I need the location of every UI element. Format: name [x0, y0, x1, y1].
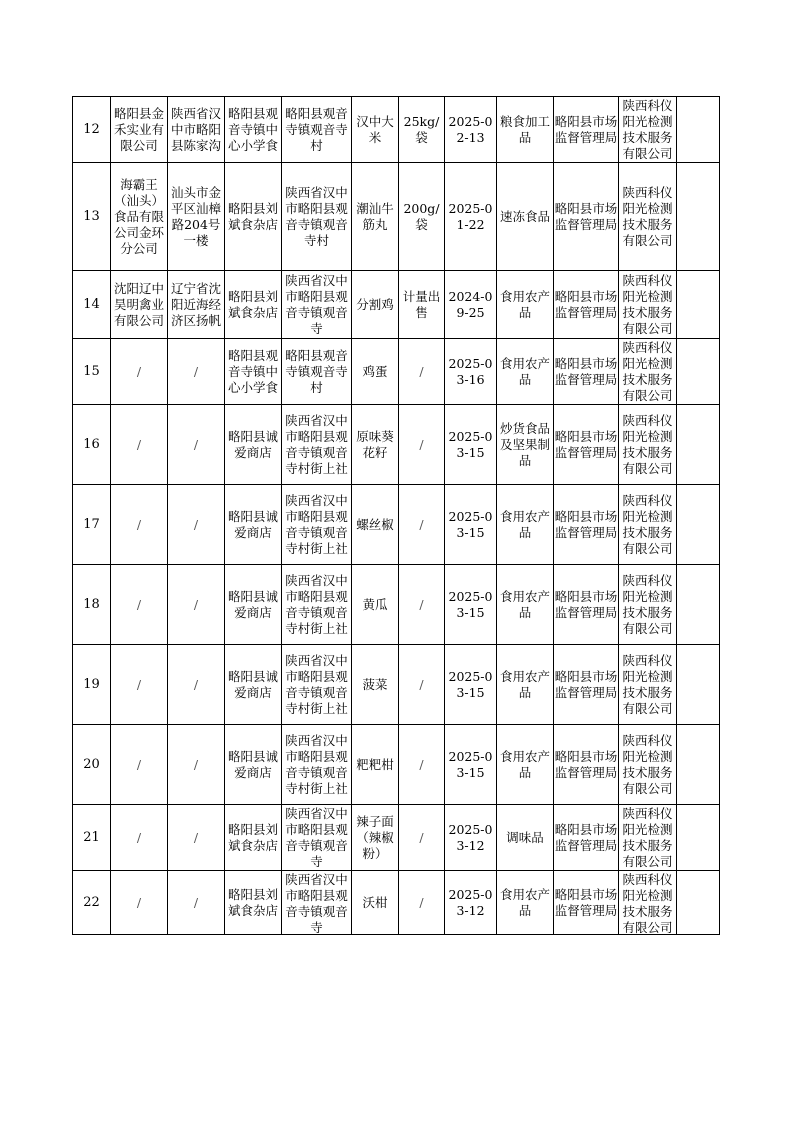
seller-name: 略阳县观音寺镇中心小学食	[227, 347, 278, 395]
product-spec: /	[419, 676, 424, 692]
producer-address: /	[193, 894, 199, 910]
product-spec: /	[419, 829, 424, 845]
row-number: 16	[83, 436, 100, 452]
producer-address: /	[193, 436, 199, 452]
row-number-cell	[73, 871, 111, 935]
seller-address-cell	[282, 163, 352, 271]
food-category: 食用农产品	[499, 355, 550, 387]
testing-agency: 陕西科仪阳光检测技术服务有限公司	[622, 97, 673, 161]
product-name: 沃柑	[362, 894, 388, 910]
supervising-authority-cell	[554, 339, 619, 405]
production-date: 2025-03-16	[448, 355, 493, 387]
producer-address-cell	[168, 871, 225, 935]
producer-name: 海霸王（汕头）食品有限公司金环分公司	[113, 176, 164, 256]
producer-name-cell	[111, 271, 168, 339]
testing-agency-cell	[619, 339, 677, 405]
food-category-cell	[497, 163, 554, 271]
table-row	[73, 405, 720, 485]
seller-address: 略阳县观音寺镇观音寺村	[285, 347, 348, 395]
row-number-cell	[73, 645, 111, 725]
product-spec-cell	[399, 871, 445, 935]
seller-name: 略阳县刘斌食杂店	[227, 200, 278, 232]
producer-address: /	[193, 516, 199, 532]
production-date: 2025-02-13	[448, 113, 493, 145]
supervising-authority-cell	[554, 485, 619, 565]
food-category: 食用农产品	[499, 588, 550, 620]
extra-cell-cell	[677, 97, 720, 163]
producer-address: /	[193, 363, 199, 379]
production-date-cell	[445, 97, 497, 163]
producer-address-cell	[168, 645, 225, 725]
row-number: 22	[83, 894, 100, 910]
product-name-cell	[352, 163, 399, 271]
seller-name: 略阳县诚爱商店	[227, 748, 278, 780]
supervising-authority-cell	[554, 271, 619, 339]
production-date-cell	[445, 271, 497, 339]
seller-name-cell	[225, 271, 282, 339]
row-number-cell	[73, 271, 111, 339]
table-row	[73, 565, 720, 645]
production-date-cell	[445, 485, 497, 565]
food-category: 速冻食品	[499, 208, 550, 224]
seller-address-cell	[282, 871, 352, 935]
seller-name-cell	[225, 645, 282, 725]
seller-name: 略阳县刘斌食杂店	[227, 288, 278, 320]
producer-address-cell	[168, 805, 225, 871]
product-name-cell	[352, 271, 399, 339]
supervising-authority-cell	[554, 871, 619, 935]
table-row	[73, 163, 720, 271]
producer-address-cell	[168, 97, 225, 163]
supervising-authority-cell	[554, 163, 619, 271]
producer-name-cell	[111, 645, 168, 725]
extra-cell-cell	[677, 339, 720, 405]
testing-agency-cell	[619, 725, 677, 805]
seller-address: 陕西省汉中市略阳县观音寺镇观音寺村街上社	[285, 732, 348, 796]
seller-name: 略阳县诚爱商店	[227, 588, 278, 620]
supervising-authority: 略阳县市场监督管理局	[554, 200, 618, 232]
food-category-cell	[497, 805, 554, 871]
seller-name: 略阳县诚爱商店	[227, 428, 278, 460]
seller-name: 略阳县刘斌食杂店	[227, 821, 278, 853]
table-row	[73, 485, 720, 565]
product-spec: /	[419, 436, 424, 452]
table-row	[73, 271, 720, 339]
producer-address-cell	[168, 339, 225, 405]
producer-name: /	[136, 829, 142, 845]
extra-cell-cell	[677, 271, 720, 339]
table-row	[73, 339, 720, 405]
producer-address-cell	[168, 485, 225, 565]
row-number: 21	[83, 829, 100, 845]
seller-name: 略阳县观音寺镇中心小学食	[227, 105, 278, 153]
producer-name: /	[136, 756, 142, 772]
product-name-cell	[352, 645, 399, 725]
seller-address: 陕西省汉中市略阳县观音寺镇观音寺村街上社	[285, 412, 348, 476]
supervising-authority: 略阳县市场监督管理局	[554, 748, 618, 780]
testing-agency: 陕西科仪阳光检测技术服务有限公司	[622, 805, 673, 869]
extra-cell-cell	[677, 485, 720, 565]
row-number: 20	[83, 756, 100, 772]
producer-address: 辽宁省沈阳近海经济区扬帆	[170, 280, 221, 328]
seller-address-cell	[282, 485, 352, 565]
seller-name: 略阳县刘斌食杂店	[227, 886, 278, 918]
product-name: 菠菜	[362, 676, 388, 692]
production-date-cell	[445, 645, 497, 725]
product-name: 螺丝椒	[356, 516, 394, 532]
food-category-cell	[497, 405, 554, 485]
table-row	[73, 725, 720, 805]
product-spec-cell	[399, 163, 445, 271]
producer-address: /	[193, 756, 199, 772]
seller-address-cell	[282, 565, 352, 645]
testing-agency: 陕西科仪阳光检测技术服务有限公司	[622, 272, 673, 336]
product-spec: /	[419, 596, 424, 612]
seller-name-cell	[225, 339, 282, 405]
supervising-authority-cell	[554, 805, 619, 871]
table-row	[73, 645, 720, 725]
testing-agency: 陕西科仪阳光检测技术服务有限公司	[622, 184, 673, 248]
seller-name-cell	[225, 725, 282, 805]
food-category-cell	[497, 271, 554, 339]
seller-address-cell	[282, 271, 352, 339]
production-date-cell	[445, 725, 497, 805]
supervising-authority-cell	[554, 725, 619, 805]
production-date-cell	[445, 405, 497, 485]
product-name-cell	[352, 339, 399, 405]
seller-address-cell	[282, 645, 352, 725]
seller-address: 略阳县观音寺镇观音寺村	[285, 105, 348, 153]
supervising-authority: 略阳县市场监督管理局	[554, 886, 618, 918]
producer-name-cell	[111, 163, 168, 271]
testing-agency-cell	[619, 871, 677, 935]
food-category: 粮食加工品	[499, 113, 550, 145]
row-number: 13	[83, 208, 100, 224]
testing-agency-cell	[619, 485, 677, 565]
food-category-cell	[497, 871, 554, 935]
product-name-cell	[352, 565, 399, 645]
seller-name-cell	[225, 405, 282, 485]
seller-address: 陕西省汉中市略阳县观音寺镇观音寺	[285, 805, 348, 869]
product-name-cell	[352, 97, 399, 163]
seller-address-cell	[282, 805, 352, 871]
producer-name: 沈阳辽中昊明禽业有限公司	[113, 280, 164, 328]
product-name: 汉中大米	[356, 113, 394, 145]
row-number: 15	[83, 363, 100, 379]
producer-name-cell	[111, 97, 168, 163]
producer-address: 汕头市金平区汕樟路204号一楼	[170, 184, 221, 248]
producer-name-cell	[111, 405, 168, 485]
seller-address: 陕西省汉中市略阳县观音寺镇观音寺	[285, 272, 348, 336]
production-date: 2024-09-25	[448, 288, 493, 320]
row-number: 17	[83, 516, 100, 532]
production-date: 2025-01-22	[448, 200, 493, 232]
producer-name: 略阳县金禾实业有限公司	[113, 105, 164, 153]
food-category: 食用农产品	[499, 508, 550, 540]
food-category: 食用农产品	[499, 748, 550, 780]
product-name: 粑粑柑	[356, 756, 394, 772]
table-row	[73, 97, 720, 163]
testing-agency-cell	[619, 163, 677, 271]
row-number-cell	[73, 485, 111, 565]
product-spec-cell	[399, 97, 445, 163]
row-number: 19	[83, 676, 100, 692]
producer-address-cell	[168, 565, 225, 645]
seller-address-cell	[282, 97, 352, 163]
seller-address-cell	[282, 339, 352, 405]
product-name: 分割鸡	[356, 296, 394, 312]
supervising-authority: 略阳县市场监督管理局	[554, 428, 618, 460]
food-category: 食用农产品	[499, 668, 550, 700]
producer-name: /	[136, 516, 142, 532]
product-spec: 计量出售	[402, 288, 441, 320]
supervising-authority-cell	[554, 97, 619, 163]
supervising-authority: 略阳县市场监督管理局	[554, 355, 618, 387]
product-spec: /	[419, 363, 424, 379]
producer-name: /	[136, 363, 142, 379]
food-category: 食用农产品	[499, 288, 550, 320]
extra-cell-cell	[677, 163, 720, 271]
production-date-cell	[445, 565, 497, 645]
product-spec: /	[419, 516, 424, 532]
product-name: 鸡蛋	[362, 363, 388, 379]
supervising-authority: 略阳县市场监督管理局	[554, 821, 618, 853]
production-date: 2025-03-12	[448, 821, 493, 853]
testing-agency-cell	[619, 271, 677, 339]
sampling-results-table	[72, 96, 720, 935]
product-spec-cell	[399, 271, 445, 339]
producer-name: /	[136, 894, 142, 910]
producer-address: 陕西省汉中市略阳县陈家沟	[170, 105, 221, 153]
testing-agency-cell	[619, 805, 677, 871]
testing-agency: 陕西科仪阳光检测技术服务有限公司	[622, 492, 673, 556]
product-name: 辣子面（辣椒粉）	[356, 813, 394, 861]
supervising-authority-cell	[554, 405, 619, 485]
testing-agency: 陕西科仪阳光检测技术服务有限公司	[622, 572, 673, 636]
product-name-cell	[352, 805, 399, 871]
production-date-cell	[445, 871, 497, 935]
seller-address: 陕西省汉中市略阳县观音寺镇观音寺村街上社	[285, 492, 348, 556]
seller-name-cell	[225, 485, 282, 565]
production-date-cell	[445, 163, 497, 271]
producer-name: /	[136, 676, 142, 692]
producer-name: /	[136, 436, 142, 452]
row-number-cell	[73, 163, 111, 271]
testing-agency: 陕西科仪阳光检测技术服务有限公司	[622, 871, 673, 934]
extra-cell-cell	[677, 645, 720, 725]
food-category-cell	[497, 725, 554, 805]
testing-agency: 陕西科仪阳光检测技术服务有限公司	[622, 339, 673, 403]
testing-agency: 陕西科仪阳光检测技术服务有限公司	[622, 412, 673, 476]
production-date: 2025-03-15	[448, 748, 493, 780]
row-number-cell	[73, 339, 111, 405]
supervising-authority-cell	[554, 565, 619, 645]
food-category: 食用农产品	[499, 886, 550, 918]
producer-address-cell	[168, 163, 225, 271]
producer-name-cell	[111, 339, 168, 405]
supervising-authority: 略阳县市场监督管理局	[554, 113, 618, 145]
seller-address-cell	[282, 725, 352, 805]
producer-address-cell	[168, 405, 225, 485]
food-category-cell	[497, 645, 554, 725]
seller-address: 陕西省汉中市略阳县观音寺镇观音寺村街上社	[285, 652, 348, 716]
food-category: 炒货食品及坚果制品	[499, 420, 550, 468]
production-date-cell	[445, 805, 497, 871]
producer-name-cell	[111, 871, 168, 935]
producer-address-cell	[168, 271, 225, 339]
seller-address: 陕西省汉中市略阳县观音寺镇观音寺村街上社	[285, 572, 348, 636]
producer-address: /	[193, 829, 199, 845]
testing-agency-cell	[619, 645, 677, 725]
product-spec: 25kg/袋	[403, 113, 440, 145]
product-spec-cell	[399, 725, 445, 805]
testing-agency: 陕西科仪阳光检测技术服务有限公司	[622, 652, 673, 716]
seller-address-cell	[282, 405, 352, 485]
testing-agency: 陕西科仪阳光检测技术服务有限公司	[622, 732, 673, 796]
supervising-authority: 略阳县市场监督管理局	[554, 508, 618, 540]
seller-name: 略阳县诚爱商店	[227, 508, 278, 540]
product-name-cell	[352, 405, 399, 485]
row-number: 12	[83, 121, 100, 137]
table-row	[73, 805, 720, 871]
producer-name-cell	[111, 805, 168, 871]
product-spec-cell	[399, 645, 445, 725]
extra-cell-cell	[677, 871, 720, 935]
extra-cell-cell	[677, 565, 720, 645]
food-category-cell	[497, 97, 554, 163]
row-number-cell	[73, 565, 111, 645]
production-date: 2025-03-15	[448, 668, 493, 700]
product-name-cell	[352, 485, 399, 565]
production-date: 2025-03-12	[448, 886, 493, 918]
supervising-authority: 略阳县市场监督管理局	[554, 668, 618, 700]
seller-address: 陕西省汉中市略阳县观音寺镇观音寺村	[285, 184, 348, 248]
product-spec-cell	[399, 339, 445, 405]
product-spec-cell	[399, 485, 445, 565]
extra-cell-cell	[677, 725, 720, 805]
food-category-cell	[497, 339, 554, 405]
product-spec: 200g/袋	[403, 200, 440, 232]
seller-name-cell	[225, 163, 282, 271]
seller-name-cell	[225, 565, 282, 645]
producer-name-cell	[111, 485, 168, 565]
producer-name: /	[136, 596, 142, 612]
production-date: 2025-03-15	[448, 428, 493, 460]
seller-name-cell	[225, 97, 282, 163]
supervising-authority-cell	[554, 645, 619, 725]
seller-address: 陕西省汉中市略阳县观音寺镇观音寺	[285, 871, 348, 934]
food-category-cell	[497, 485, 554, 565]
producer-address: /	[193, 596, 199, 612]
row-number-cell	[73, 805, 111, 871]
testing-agency-cell	[619, 405, 677, 485]
row-number-cell	[73, 97, 111, 163]
product-name: 原味葵花籽	[356, 428, 394, 460]
supervising-authority: 略阳县市场监督管理局	[554, 588, 618, 620]
product-spec-cell	[399, 565, 445, 645]
product-spec: /	[419, 894, 424, 910]
product-spec: /	[419, 756, 424, 772]
product-name: 黄瓜	[362, 596, 388, 612]
row-number: 18	[83, 596, 100, 612]
product-spec-cell	[399, 405, 445, 485]
row-number: 14	[83, 296, 100, 312]
seller-name-cell	[225, 871, 282, 935]
row-number-cell	[73, 725, 111, 805]
production-date-cell	[445, 339, 497, 405]
production-date: 2025-03-15	[448, 508, 493, 540]
producer-name-cell	[111, 725, 168, 805]
table-row	[73, 871, 720, 935]
product-spec-cell	[399, 805, 445, 871]
product-name-cell	[352, 871, 399, 935]
extra-cell-cell	[677, 805, 720, 871]
product-name: 潮汕牛筋丸	[356, 200, 394, 232]
food-category: 调味品	[506, 829, 544, 845]
producer-address: /	[193, 676, 199, 692]
seller-name-cell	[225, 805, 282, 871]
extra-cell-cell	[677, 405, 720, 485]
product-name-cell	[352, 725, 399, 805]
row-number-cell	[73, 405, 111, 485]
testing-agency-cell	[619, 97, 677, 163]
production-date: 2025-03-15	[448, 588, 493, 620]
food-category-cell	[497, 565, 554, 645]
seller-name: 略阳县诚爱商店	[227, 668, 278, 700]
testing-agency-cell	[619, 565, 677, 645]
producer-name-cell	[111, 565, 168, 645]
supervising-authority: 略阳县市场监督管理局	[554, 288, 618, 320]
producer-address-cell	[168, 725, 225, 805]
